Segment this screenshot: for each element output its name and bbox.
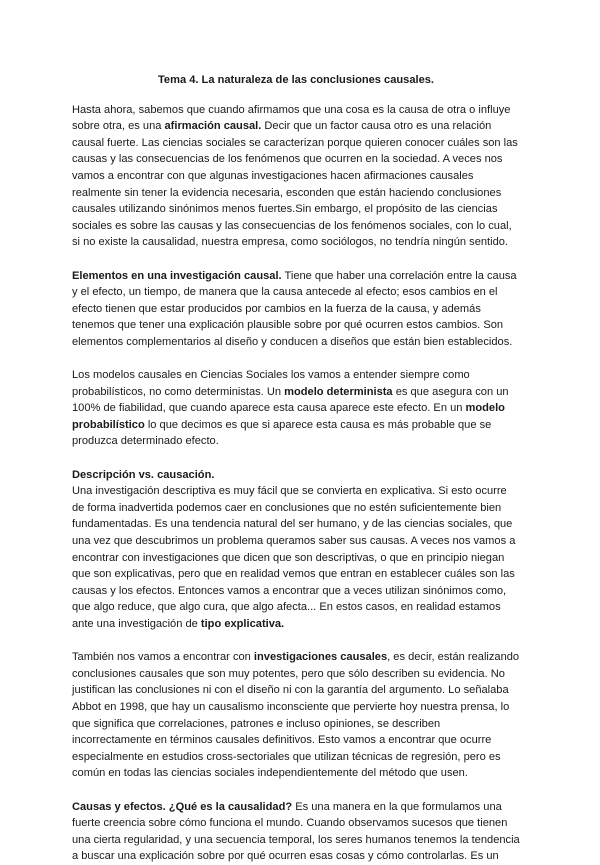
- p1-bold-afirmacion-causal: afirmación causal.: [164, 120, 262, 133]
- p3-text-1: Los modelos causales en Ciencias Sociales los vamos a entender siempre como probabilísticos, no como deterministas. Un: [72, 369, 470, 398]
- p5-text-1: También nos vamos a encontrar con: [72, 651, 254, 664]
- p3-bold-modelo-probabilistico: modelo probabilístico: [72, 402, 505, 431]
- paragraph-descripcion: [72, 467, 520, 633]
- p3-text-2: es que asegura con un 100% de fiabilidad, que cuando aparece esta causa aparece este efecto. En un: [72, 385, 509, 415]
- p2-text-1: Tiene que haber una correlación entre la causa y el efecto, un tiempo, de manera que la causa antecede al efecto; esos cambios en el efecto tienen que estar producidos por cambios en la fuerza de la causa, y además tenemos que tener una explicación plausible sobre por qué ocurren estos cambios. Son elementos complementarios al diseño y conducen a diseños que están bien establecidos.: [72, 269, 517, 348]
- p4-heading: Descripción vs. causación.: [72, 468, 215, 481]
- p3-bold-modelo-determinista: modelo determinista: [284, 385, 393, 398]
- p5-bold-investigaciones-causales: investigaciones causales: [253, 651, 388, 664]
- document-title: Tema 4. La naturaleza de las conclusiones causales.: [157, 74, 435, 86]
- p6-text-1: Es una manera en la que formulamos una fuerte creencia sobre cómo funciona el mundo. Cuando observamos sucesos que tienen una cierta regularidad, y una secuencia temporal, los seres humanos tenemos la tendencia a buscar una explicación sobre por qué ocurren esas cosas y cómo controlarlas. Es un: [72, 800, 520, 863]
- p3-text-3: lo que decimos es que si aparece esta causa es más probable que se produzca determinado efecto.: [72, 418, 492, 448]
- paragraph-investigaciones-causales: [72, 649, 520, 782]
- p4-text-1: Una investigación descriptiva es muy fácil que se convierta en explicativa. Si esto ocurre de forma inadvertida podemos caer en conclusiones que no estén suficientemente bien fundamentadas. Es una tendencia natural del ser humano, y de las ciencias sociales, que una vez que descubrimos un problema queramos saber sus causas. A veces nos vamos a encontrar con investigaciones que dicen que son descriptivas, o que en principio niegan que son explicativas, pero que en realidad vemos que entran en establecer cuáles son las causas y los efectos. Entonces vamos a encontrar que a veces utilizan sinónimos como, que algo reduce, que algo cura, que algo afecta... En estos casos, en realidad estamos ante una investigación de: [72, 485, 516, 630]
- paragraph-modelos: [72, 367, 520, 450]
- p4-bold-tipo-explicativa: tipo explicativa.: [200, 618, 285, 630]
- paragraph-elementos: [72, 268, 520, 351]
- p1-text-1: Hasta ahora, sabemos que cuando afirmamos que una cosa es la causa de otra o influye sobre otra, es una: [72, 103, 511, 133]
- p2-bold-heading: Elementos en una investigación causal.: [72, 269, 282, 282]
- p5-text-2: , es decir, están realizando conclusiones causales que son muy potentes, pero que sólo describen su evidencia. No justifican las conclusiones ni con el diseño ni con la garantía del argumento. Lo señalaba Abbot en 1998, que hay un causalismo inconsciente que pervierte hoy nuestra prensa, lo que significa que correlaciones, patrones e incluso opiniones, se describen incorrectamente en términos causales definitivos. Esto vamos a encontrar que ocurre especialmente en estudios cross-sectoriales que utilizan técnicas de regresión, pero es común en todas las ciencias sociales independientemente del método que usen.: [72, 651, 520, 780]
- p6-bold-heading: Causas y efectos. ¿Qué es la causalidad?: [72, 800, 293, 813]
- paragraph-causas-efectos: [72, 799, 520, 865]
- p1-text-2: Decir que un factor causa otro es una relación causal fuerte. Las ciencias sociales se caracterizan porque quieren conocer cuáles son las causas y las consecuencias de los fenómenos que ocurren en la sociedad. A veces nos vamos a encontrar con que algunas investigaciones hacen afirmaciones causales realmente sin tener la evidencia necesaria, esconden que están haciendo conclusiones causales utilizando sinónimos menos fuertes.Sin embargo, el propósito de las ciencias sociales es sobre las causas y las consecuencias de los fenómenos sociales, con lo cual, si no existe la causalidad, nuestra empresa, como sociólogos, no tendría ningún sentido.: [72, 120, 518, 249]
- paragraph-introduction: [72, 102, 520, 251]
